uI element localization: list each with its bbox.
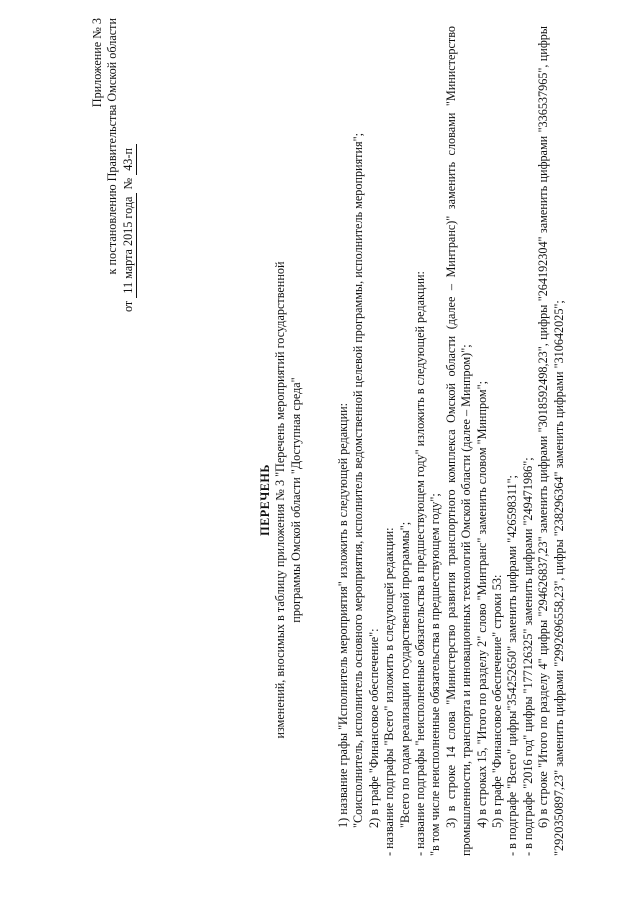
- item-5-subitem-1: - в подграфе "Всего" цифры"354252650" заменить цифрами "426598311";: [505, 475, 520, 856]
- item-4: 4) в строках 15, "Итого по разделу 2" слово "Минтранс" заменить словом "Минпром";: [474, 380, 489, 828]
- appendix-reference: к постановлению Правительства Омской области: [105, 18, 120, 275]
- item-2-subitem-2: - название подграфы "неисполненные обязательства в предшествующем году" изложить в следующей редакции:: [413, 271, 428, 856]
- title-line-2: программы Омской области "Доступная среда": [288, 377, 303, 623]
- item-1-text: "Соисполнитель, исполнитель основного мероприятия, исполнитель ведомственной целевой программы, исполнитель мероприятия";: [351, 132, 366, 828]
- item-5: 5) в графе "Финансовое обеспечение" строки 53:: [490, 574, 505, 828]
- item-2: 2) в графе "Финансовое обеспечение":: [366, 628, 381, 828]
- document-title: [258, 220, 304, 780]
- decree-date: 11 марта 2015 года: [121, 193, 137, 298]
- item-6: 6) в строке "Итого по разделу 4" цифры "294626837,23" заменить цифрами "3018592498,23", цифры "264192304" заменить цифрами "336537965", цифры "2920350897,23" заменить цифрами "2992696558,23", цифры "238296364" заменить цифрами "310642025";: [536, 26, 566, 856]
- title-line-1: изменений, вносимых в таблицу приложения № 3 "Перечень мероприятий государственной: [273, 261, 288, 739]
- item-2-subitem-2-text: "в том числе неисполненные обязательства в предшествующем году";: [428, 493, 443, 856]
- decree-number: 43-п: [121, 144, 137, 175]
- appendix-date-row: [121, 18, 137, 318]
- number-label: №: [120, 177, 135, 190]
- title-heading: ПЕРЕЧЕНЬ: [258, 464, 272, 536]
- item-2-subitem-1: - название подграфы "Всего" изложить в следующей редакции:: [382, 527, 397, 856]
- appendix-header: [90, 18, 137, 318]
- item-5-subitem-2: - в подграфе "2016 год" цифры "177126325" заменить цифрами "249471986";: [520, 457, 535, 856]
- item-1: 1) название графы "Исполнитель мероприятия" изложить в следующей редакции:: [336, 402, 350, 828]
- item-2-subitem-1-text: "Всего по годам реализации государственной программы";: [397, 521, 412, 828]
- rotated-content: [90, 10, 610, 870]
- document-body: [336, 26, 567, 856]
- item-3: 3) в строке 14 слова "Министерство развития транспортного комплекса Омской области (далее – Минтранс)" заменить словами "Министерство промышленности, транспорта и инновационных технологий Омской области (далее – Минпром)";: [443, 26, 474, 856]
- appendix-number: Приложение № 3: [90, 18, 104, 108]
- from-label: от: [120, 300, 135, 312]
